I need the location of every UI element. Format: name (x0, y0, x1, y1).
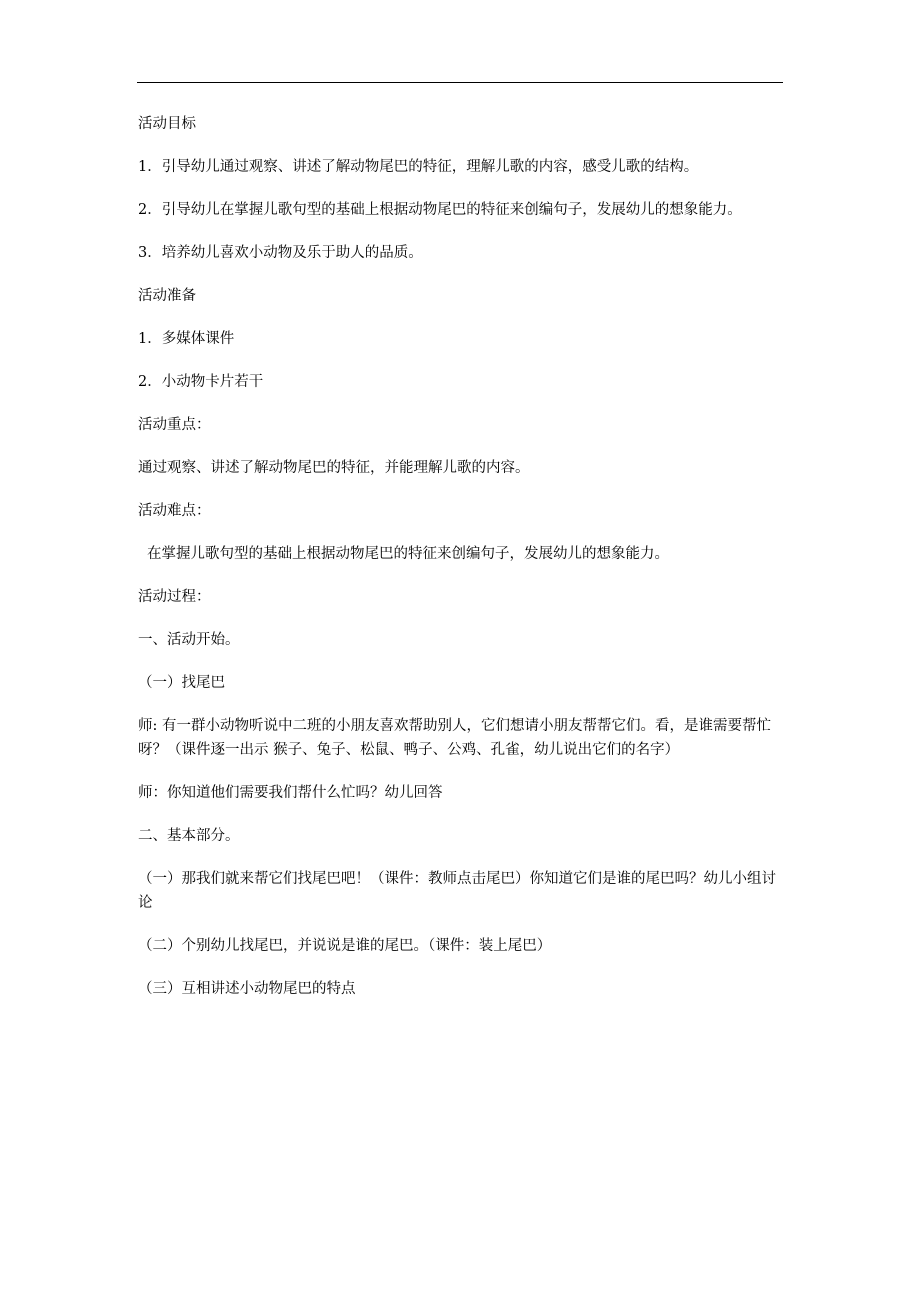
header-rule (137, 82, 783, 83)
basic-step-1: （一）那我们就来帮它们找尾巴吧！（课件：教师点击尾巴）你知道它们是谁的尾巴吗？幼儿小组讨论 (138, 871, 776, 911)
difficulties-text: 在掌握儿歌句型的基础上根据动物尾巴的特征来创编句子，发展幼儿的想象能力。 (147, 546, 669, 562)
heading-activity-preparation: 活动准备 (138, 288, 196, 304)
key-points-text: 通过观察、讲述了解动物尾巴的特征，并能理解儿歌的内容。 (138, 460, 530, 476)
heading-difficulties: 活动难点： (138, 503, 211, 519)
document-body (138, 112, 784, 1020)
teacher-intro-text: 师: 有一群小动物听说中二班的小朋友喜欢帮助别人，它们想请小朋友帮帮它们。看，是谁需要帮忙呀？（课件逐一出示 猴子、兔子、松鼠、鸭子、公鸡、孔雀，幼儿说出它们的名字） (138, 718, 771, 758)
goal-item-1: 1．引导幼儿通过观察、讲述了解动物尾巴的特征，理解儿歌的内容，感受儿歌的结构。 (138, 159, 699, 175)
heading-activity-goals: 活动目标 (138, 116, 196, 132)
heading-key-points: 活动重点： (138, 417, 211, 433)
subsection-find-tails: （一）找尾巴 (138, 675, 225, 691)
section-basic-part: 二、基本部分。 (138, 828, 240, 844)
section-start: 一、活动开始。 (138, 632, 240, 648)
prep-item-2: 2．小动物卡片若干 (138, 374, 264, 390)
goal-item-2: 2．引导幼儿在掌握儿歌句型的基础上根据动物尾巴的特征来创编句子，发展幼儿的想象能力。 (138, 202, 742, 218)
goal-item-3: 3．培养幼儿喜欢小动物及乐于助人的品质。 (138, 245, 423, 261)
teacher-question-text: 师：你知道他们需要我们帮什么忙吗？幼儿回答 (138, 785, 443, 801)
prep-item-1: 1．多媒体课件 (138, 331, 235, 347)
basic-step-2: （二）个别幼儿找尾巴，并说说是谁的尾巴。（课件：装上尾巴） (138, 938, 552, 954)
basic-step-3: （三）互相讲述小动物尾巴的特点 (138, 981, 356, 997)
heading-activity-process: 活动过程： (138, 589, 211, 605)
